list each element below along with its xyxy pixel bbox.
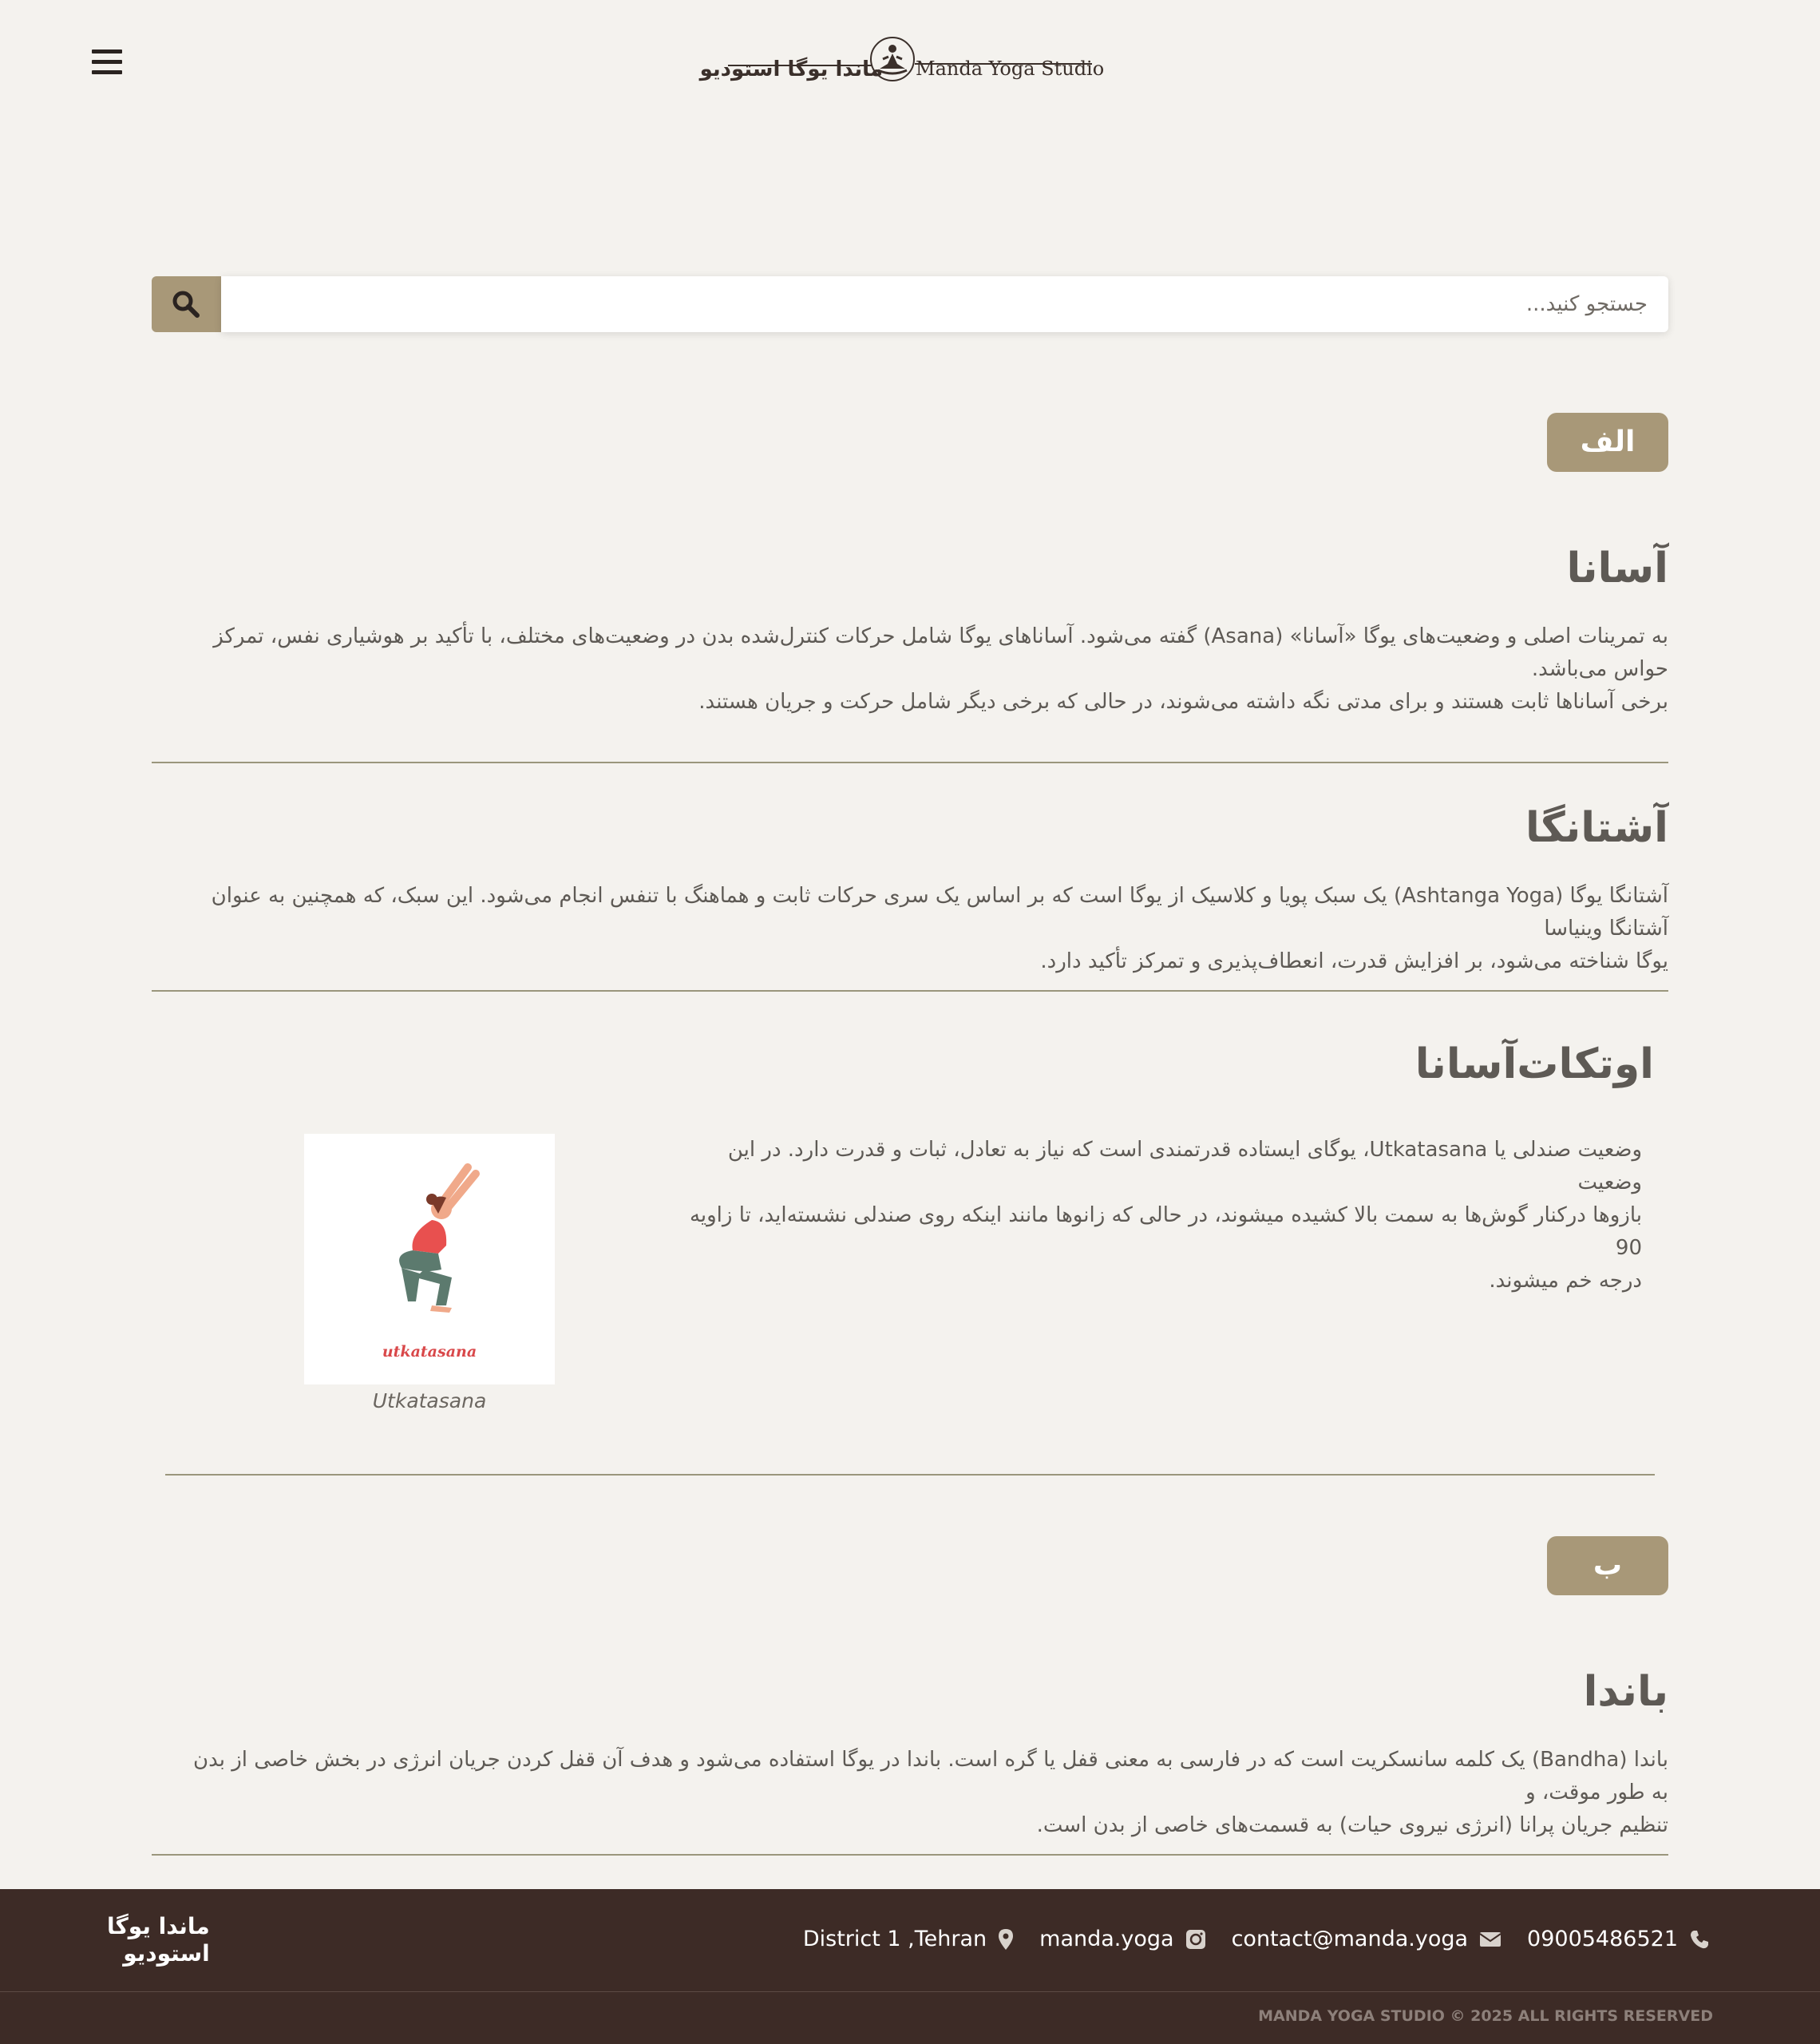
letter-badge-alef[interactable]: الف	[1547, 413, 1668, 472]
footer-logo-line: استودیو	[123, 1940, 210, 1967]
meditation-figure-icon	[868, 35, 916, 83]
search-input[interactable]	[221, 276, 1668, 332]
entry-line: درجه خم میشوند.	[1489, 1269, 1642, 1293]
contact-phone[interactable]	[1527, 1927, 1710, 1951]
address-text: District 1 ,Tehran	[802, 1927, 987, 1951]
site-footer	[0, 1889, 1820, 2044]
instagram-text: manda.yoga	[1039, 1927, 1174, 1951]
contact-list	[803, 1927, 1710, 1951]
hamburger-menu-icon[interactable]	[92, 50, 122, 77]
image-caption: Utkatasana	[372, 1389, 487, 1412]
divider	[152, 762, 1668, 763]
phone-icon	[1689, 1929, 1710, 1950]
entry-title-asana: آسانا	[1566, 545, 1668, 592]
envelope-icon	[1479, 1931, 1502, 1948]
phone-text: 09005486521	[1527, 1927, 1678, 1951]
logo-text-en: Manda Yoga Studio	[916, 57, 1105, 80]
instagram-icon	[1185, 1929, 1206, 1950]
entry-line: یوگا شناخته می‌شود، بر افزایش قدرت، انعطاف‌پذیری و تمرکز تأکید دارد.	[1040, 949, 1668, 973]
entry-title-bandha: باندا	[1583, 1668, 1668, 1716]
search-bar	[152, 276, 1668, 332]
divider	[152, 990, 1668, 992]
divider	[165, 1474, 1655, 1476]
email-text: contact@manda.yoga	[1231, 1927, 1469, 1951]
entry-body-bandha	[176, 1744, 1668, 1842]
footer-divider	[0, 1991, 1820, 1992]
entry-line: برخی آساناها ثابت هستند و برای مدتی نگه داشته می‌شوند، در حالی که برخی دیگر شامل حرکت و جریان هستند.	[698, 690, 1668, 714]
site-header	[0, 0, 1820, 136]
entry-body-asana	[176, 620, 1668, 719]
entry-title-utkatasana: اوتکات‌آسانا	[1414, 1040, 1654, 1088]
site-logo[interactable]	[699, 35, 1105, 91]
footer-logo[interactable]	[107, 1913, 210, 1967]
utkatasana-figure	[304, 1134, 555, 1412]
map-pin-icon	[998, 1928, 1014, 1951]
contact-instagram[interactable]	[1039, 1927, 1205, 1951]
footer-logo-line: ماندا یوگا	[107, 1913, 210, 1939]
image-script-text: utkatasana	[382, 1343, 477, 1361]
search-icon	[171, 289, 201, 319]
copyright-text: MANDA YOGA STUDIO © 2025 ALL RIGHTS RESERVED	[1258, 2007, 1713, 2025]
entry-line: به تمرینات اصلی و وضعیت‌های یوگا «آسانا» (Asana) گفته می‌شود. آساناهای یوگا شامل حرکات کنترل‌شده بدن در وضعیت‌های مختلف، با تأکید بر هوشیاری نفس، تمرکز حواس می‌باشد.	[213, 624, 1668, 681]
entry-line: وضعیت صندلی یا Utkatasana، یوگای ایستاده قدرتمندی است که نیاز به تعادل، ثبات و قدرت دارد. در این وضعیت	[727, 1138, 1642, 1194]
entry-body-ashtanga	[176, 880, 1668, 978]
entry-body-utkatasana	[684, 1134, 1642, 1297]
entry-line: بازوها درکنار گوش‌ها به سمت بالا کشیده میشوند، در حالی که زانوها مانند اینکه روی صندلی نشسته‌اید، تا زاویه 90	[689, 1203, 1642, 1260]
letter-badge-be[interactable]: ب	[1547, 1536, 1668, 1595]
logo-text-fa: ماندا یوگا استودیو	[699, 57, 883, 81]
entry-line: باندا (Bandha) یک کلمه سانسکریت است که در فارسی به معنی قفل یا گره است. باندا در یوگا استفاده می‌شود و هدف آن قفل کردن جریان انرژی در بخش خاصی از بدن به طور موقت، و	[192, 1748, 1668, 1804]
search-button[interactable]	[152, 276, 221, 332]
contact-email[interactable]	[1232, 1927, 1502, 1951]
contact-address[interactable]	[803, 1927, 1014, 1951]
entry-line: تنظیم جریان پرانا (انرژی نیروی حیات) به قسمت‌های خاصی از بدن است.	[1036, 1813, 1668, 1837]
divider	[152, 1854, 1668, 1856]
entry-line: آشتانگا یوگا (Ashtanga Yoga) یک سبک پویا و کلاسیک از یوگا است که بر اساس یک سری حرکات ثابت و هماهنگ با تنفس انجام می‌شود. این سبک، که همچنین به عنوان آشتانگا وینیاسا	[211, 884, 1668, 941]
entry-title-ashtanga: آشتانگا	[1525, 804, 1668, 852]
utkatasana-image[interactable]	[304, 1134, 555, 1384]
